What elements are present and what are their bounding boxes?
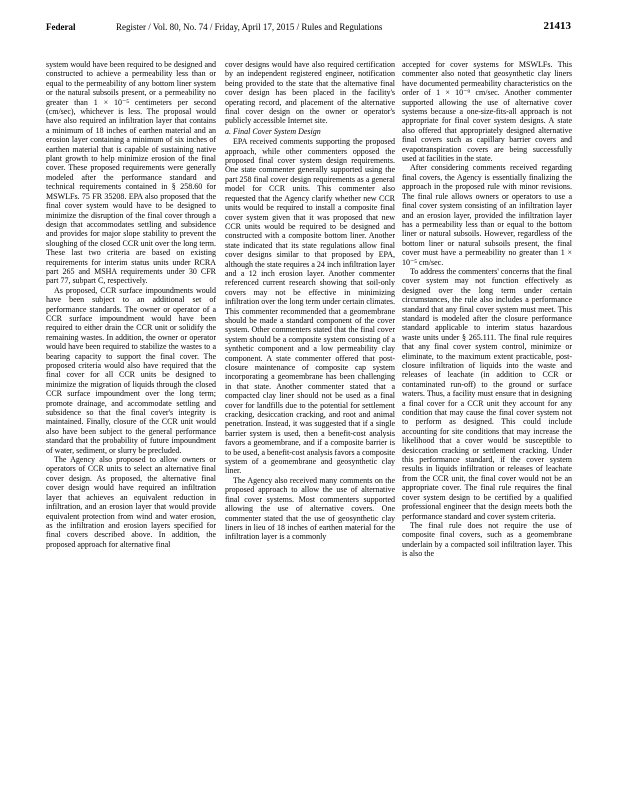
- text-column-3: [402, 60, 572, 780]
- page-header: [46, 18, 571, 38]
- paragraph: As proposed, CCR surface impoundments would have been subject to an additional set of performance standards. The owner or operator of a CCR surface impoundment would have been required to either drain the CCR unit or solidify the remaining wastes. In addition, the owner or operator would have been required to stabilize the wastes to a bearing capacity to support the final cover. The proposed criteria would also have required that the final cover for all CCR units be designed to minimize the migration of liquids through the closed CCR surface impoundment over the long term; promote drainage, and accommodate settling and subsidence so that the final cover's integrity is maintained. Finally, closure of the CCR unit would also have been subject to the general performance standard that the probability of future impoundment of water, sediment, or slurry be precluded.: [46, 285, 216, 455]
- paragraph: The Agency also received many comments on the proposed approach to allow the use of alternative final cover systems. Most commenters supported allowing the use of alternative covers. One commenter stated that the use of geosynthetic clay liners in lieu of 18 inches of earthen material for the infiltration layer is a commonly: [225, 475, 395, 542]
- text-column-1: [46, 60, 216, 780]
- paragraph: The Agency also proposed to allow owners or operators of CCR units to select an alternative final cover design. As proposed, the alternative final cover design would have required an infiltration layer that achieves an equivalent reduction in infiltration, and an erosion layer that would provide equivalent protection from wind and water erosion, as the infiltration and erosion layers specified for final covers described above. In addition, the proposed approach for alternative final: [46, 455, 216, 549]
- section-heading: a. Final Cover System Design: [225, 126, 321, 136]
- paragraph: accepted for cover systems for MSWLFs. This commenter also noted that geosynthetic clay liners have documented permeability characteristics on the order of 1 × 10⁻⁹ cm/sec. Another commenter supported allowing the use of alternative cover systems because a one-size-fits-all approach is not appropriate for final cover system designs. A state also offered that appropriately designed alternative final covers such as capillary barrier covers and evapotranspiration covers are being successfully used at facilities in the state.: [402, 60, 572, 164]
- paragraph: To address the commenters' concerns that the final cover system may not function effectively as designed over the long term under certain circumstances, the rule also includes a performance standard that any final cover system must meet. This standard is modeled after the closure performance standard applicable to interim status hazardous waste units under § 265.111. The final rule requires that any final cover system control, minimize or eliminate, to the maximum extent practicable, post-closure infiltration of liquids into the waste and releases of leachate (in addition to CCR or contaminated run-off) to the ground or surface waters. Thus, a facility must ensure that in designing a final cover for a CCR unit they account for any condition that may cause the final cover system not to perform as designed. This could include accounting for site conditions that may increase the likelihood that a cover would be susceptible to desiccation cracking or settlement cracking. Under this performance standard, if the cover system results in liquids infiltration or releases of leachate from the CCR unit, the final cover would not be an appropriate cover. The final rule requires the final cover system design to be certified by a qualified professional engineer that the design meets both the performance standard and cover system criteria.: [402, 266, 572, 521]
- journal-name: Federal: [46, 22, 76, 32]
- running-title: Register / Vol. 80, No. 74 / Friday, April 17, 2015 / Rules and Regulations: [116, 22, 383, 32]
- page-number: 21413: [543, 20, 571, 32]
- paragraph: EPA received comments supporting the proposed approach, while other commenters opposed the proposed final cover system design requirements. One state commenter generally supported using the part 258 final cover design requirements as a general model for CCR units. This commenter also requested that the Agency clarify whether new CCR units would be required to install a composite final cover system given that it was proposed that new CCR units would be required to be designed and constructed with a composite bottom liner. Another state indicated that its state regulations allow final cover designs similar to that proposed by EPA, although the state requires a 24 inch infiltration layer and a 12 inch erosion layer. Another commenter referenced current research showing that soil-only covers may not be effective in minimizing infiltration over the long term under certain climates. This commenter recommended that a geomembrane should be made a standard component of the cover system. Other commenters stated that the final cover system should be a composite system consisting of a synthetic component and a low permeability clay component. A state commenter offered that post-closure maintenance of composite cap system incorporating a geomembrane has been challenging in that state. Another commenter stated that a compacted clay liner should not be used as a final cover for landfills due to the potential for settlement cracking, desiccation cracking, and root and animal penetration. Instead, it was suggested that if a single barrier system is used, then a benefit-cost analysis favors a geomembrane, and if a composite barrier is to be used, a benefit-cost analysis favors a composite system of a geomembrane and geosynthetic clay liner.: [225, 137, 395, 476]
- text-column-2: [225, 60, 395, 780]
- paragraph: After considering comments received regarding final covers, the Agency is essentially finalizing the approach in the proposed rule with minor revisions. The final rule allows owners or operators to use a final cover system consisting of an infiltration layer and an erosion layer, provided the infiltration layer has a permeability less than or equal to the bottom liner or natural subsoils. However, regardless of the bottom liner or natural subsoils present, the final cover must have a permeability no greater than 1 × 10⁻⁵ cm/sec.: [402, 163, 572, 267]
- paragraph: The final rule does not require the use of composite final covers, such as a geomembrane underlain by a compacted soil infiltration layer. This is also the: [402, 520, 572, 559]
- paragraph: cover designs would have also required certification by an independent registered engineer, notification being provided to the state that the alternative final cover design has been placed in the facility's operating record, and placement of the alternative final cover design on the owner or operator's publicly accessible Internet site.: [225, 60, 395, 126]
- paragraph: system would have been required to be designed and constructed to achieve a permeability less than or equal to the permeability of any bottom liner system or the natural subsoils present, or a permeability no greater than 1 × 10⁻⁵ centimeters per second (cm/sec), whichever is less. The proposal would have also required an infiltration layer that contains a minimum of 18 inches of earthen material and an erosion layer containing a minimum of six inches of earthen material that is capable of sustaining native plant growth to help minimize erosion of the final cover. These proposed requirements were generally modeled after the performance standard and technical requirements contained in § 258.60 for MSWLFs. 75 FR 35208. EPA also proposed that the final cover system would have to be designed to minimize the disruption of the final cover through a design that accommodates settling and subsidence and provides for major slope stability to prevent the sloughing of the closed CCR unit over the long term. These last two criteria are based on existing requirements for interim status units under RCRA part 265 and MSHA requirements under 30 CFR part 77, subpart C, respectively.: [46, 60, 216, 286]
